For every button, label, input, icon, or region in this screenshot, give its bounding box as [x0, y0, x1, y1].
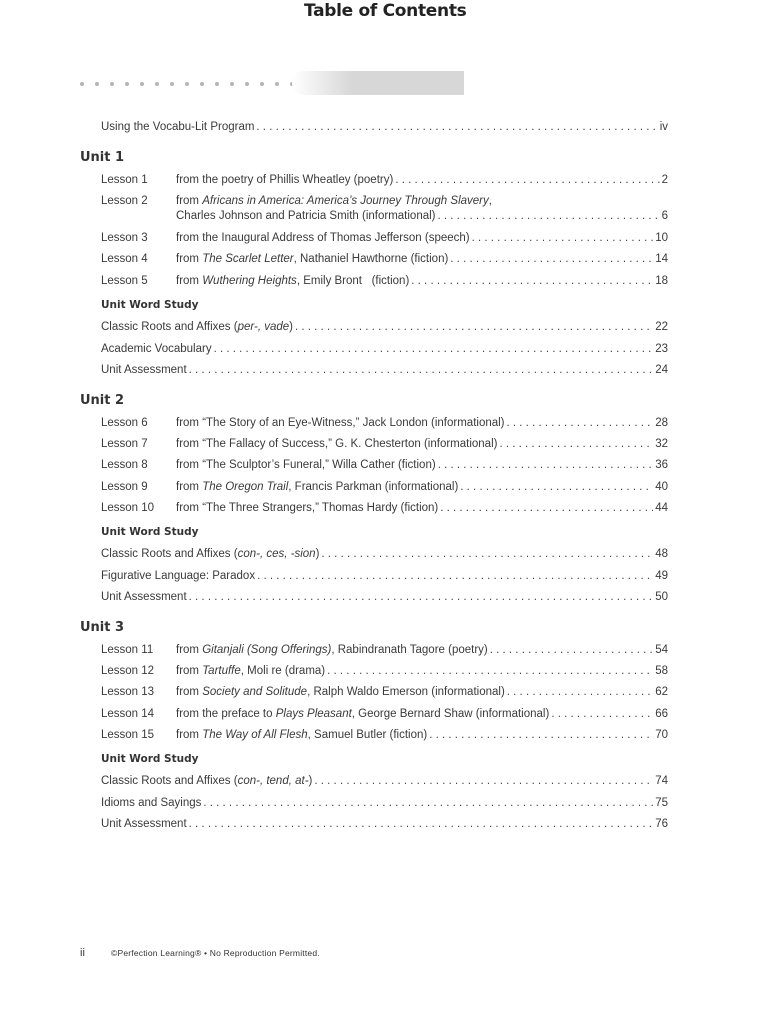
dot-leader — [189, 590, 654, 604]
word-study-entry — [101, 547, 668, 561]
lesson-label: Lesson 11 — [101, 644, 154, 656]
lesson-label: Lesson 14 — [101, 708, 155, 720]
dot-leader — [438, 458, 654, 472]
lesson-page: 28 — [655, 417, 668, 429]
dot-leader — [499, 437, 653, 451]
dot-leader — [257, 569, 653, 583]
dot-leader — [472, 231, 654, 245]
dot-leader — [214, 342, 654, 356]
lesson-entry — [101, 274, 668, 288]
entry-text: Idioms and Sayings — [101, 797, 202, 809]
lesson-page: 58 — [655, 665, 668, 677]
lesson-page: 44 — [655, 502, 668, 514]
dot-leader — [327, 664, 653, 678]
lesson-page: 10 — [655, 232, 668, 244]
lesson-label: Lesson 10 — [101, 502, 155, 514]
lesson-label: Lesson 1 — [101, 174, 148, 186]
title-highlight — [292, 71, 464, 95]
dot-leader — [395, 173, 659, 187]
lesson-page: 70 — [655, 729, 668, 741]
entry-text: Classic Roots and Affixes (per-, vade) — [101, 321, 293, 333]
dot-leader — [203, 796, 653, 810]
lesson-label: Lesson 12 — [101, 665, 155, 677]
lesson-title: from the preface to Plays Pleasant, George Bernard Shaw (informational) — [176, 708, 550, 720]
decorative-dots — [80, 82, 309, 86]
lesson-label: Lesson 6 — [101, 417, 148, 429]
lesson-page: 66 — [655, 708, 668, 720]
lesson-label: Lesson 9 — [101, 481, 148, 493]
unit-heading: Unit 3 — [80, 620, 125, 635]
lesson-title: from “The Sculptor’s Funeral,” Willa Cather (fiction) — [176, 459, 436, 471]
lesson-page: 40 — [655, 481, 668, 493]
unit-heading: Unit 2 — [80, 393, 125, 408]
lesson-entry — [101, 252, 668, 266]
dot-leader — [189, 363, 654, 377]
word-study-entry — [101, 320, 668, 334]
lesson-page: 32 — [655, 438, 668, 450]
page-title: Table of Contents — [304, 1, 467, 21]
dot-leader — [460, 480, 653, 494]
lesson-title: from the poetry of Phillis Wheatley (poetry) — [176, 174, 394, 186]
entry-text: Unit Assessment — [101, 364, 187, 376]
entry-page: 50 — [655, 591, 668, 603]
entry-text: Classic Roots and Affixes (con-, ces, -sion) — [101, 548, 320, 560]
word-study-heading: Unit Word Study — [101, 526, 199, 538]
lesson-entry — [101, 664, 668, 678]
lesson-title: from “The Fallacy of Success,” G. K. Chesterton (informational) — [176, 438, 498, 450]
entry-page: 23 — [655, 343, 668, 355]
lesson-title: from “The Story of an Eye-Witness,” Jack London (informational) — [176, 417, 505, 429]
lesson-entry — [101, 728, 668, 742]
dot-leader — [295, 320, 653, 334]
word-study-entry — [101, 817, 668, 831]
entry-text: Classic Roots and Affixes (con-, tend, at-) — [101, 775, 313, 787]
word-study-heading: Unit Word Study — [101, 299, 199, 311]
lesson-title: from “The Three Strangers,” Thomas Hardy (fiction) — [176, 502, 439, 514]
lesson-entry — [101, 501, 668, 515]
dot-leader — [189, 817, 654, 831]
lesson-title: from The Scarlet Letter, Nathaniel Hawthorne (fiction) — [176, 253, 449, 265]
dot-leader — [411, 274, 653, 288]
lesson-title: from Tartuffe, Moli re (drama) — [176, 665, 326, 677]
dot-leader — [429, 728, 653, 742]
lesson-label: Lesson 5 — [101, 275, 148, 287]
entry-text: Unit Assessment — [101, 818, 187, 830]
dot-leader — [551, 707, 653, 721]
lesson-label: Lesson 15 — [101, 729, 155, 741]
word-study-heading: Unit Word Study — [101, 753, 199, 765]
lesson-label: Lesson 7 — [101, 438, 148, 450]
lesson-title-continued: Charles Johnson and Patricia Smith (informational) — [176, 210, 436, 222]
entry-page: 48 — [655, 548, 668, 560]
lesson-entry — [101, 231, 668, 245]
lesson-page: 36 — [655, 459, 668, 471]
word-study-entry — [101, 569, 668, 583]
lesson-entry — [101, 437, 668, 451]
entry-page: 49 — [655, 570, 668, 582]
entry-page: iv — [659, 121, 668, 133]
unit-heading: Unit 1 — [80, 150, 125, 165]
entry-text: Unit Assessment — [101, 591, 187, 603]
lesson-title: from Wuthering Heights, Emily Bront (fiction) — [176, 275, 410, 287]
lesson-title: from The Oregon Trail, Francis Parkman (informational) — [176, 481, 459, 493]
lesson-title: from Africans in America: America’s Journey Through Slavery, — [176, 195, 492, 207]
lesson-label: Lesson 4 — [101, 253, 148, 265]
dot-leader — [314, 774, 653, 788]
entry-text: Figurative Language: Paradox — [101, 570, 256, 582]
lesson-entry — [101, 194, 668, 208]
lesson-page: 6 — [661, 210, 668, 222]
dot-leader — [440, 501, 653, 515]
copyright-notice: ©Perfection Learning® • No Reproduction Permitted. — [111, 948, 320, 958]
word-study-entry — [101, 796, 668, 810]
dot-leader — [490, 643, 653, 657]
dot-leader — [321, 547, 653, 561]
lesson-page: 54 — [655, 644, 668, 656]
entry-page: 74 — [655, 775, 668, 787]
entry-text: Academic Vocabulary — [101, 343, 212, 355]
word-study-entry — [101, 590, 668, 604]
lesson-title: from The Way of All Flesh, Samuel Butler (fiction) — [176, 729, 428, 741]
word-study-entry — [101, 363, 668, 377]
entry-page: 22 — [655, 321, 668, 333]
word-study-entry — [101, 342, 668, 356]
lesson-page: 62 — [655, 686, 668, 698]
lesson-entry — [101, 173, 668, 187]
lesson-label: Lesson 13 — [101, 686, 155, 698]
dot-leader — [256, 120, 657, 134]
lesson-title: from the Inaugural Address of Thomas Jefferson (speech) — [176, 232, 470, 244]
dot-leader — [507, 685, 653, 699]
lesson-entry — [101, 480, 668, 494]
lesson-title: from Gitanjali (Song Offerings), Rabindranath Tagore (poetry) — [176, 644, 488, 656]
lesson-label: Lesson 3 — [101, 232, 148, 244]
lesson-entry — [101, 685, 668, 699]
lesson-label: Lesson 2 — [101, 195, 148, 207]
lesson-entry — [101, 416, 668, 430]
dot-leader — [450, 252, 653, 266]
lesson-page: 18 — [655, 275, 668, 287]
lesson-title: from Society and Solitude, Ralph Waldo Emerson (informational) — [176, 686, 505, 698]
lesson-label: Lesson 8 — [101, 459, 148, 471]
entry-text: Using the Vocabu-Lit Program — [101, 121, 255, 133]
lesson-entry — [101, 707, 668, 721]
entry-page: 76 — [655, 818, 668, 830]
entry-page: 75 — [655, 797, 668, 809]
lesson-entry — [101, 458, 668, 472]
lesson-entry-continued — [176, 209, 668, 223]
toc-entry-intro — [101, 120, 668, 134]
word-study-entry — [101, 774, 668, 788]
lesson-page: 14 — [655, 253, 668, 265]
dot-leader — [438, 209, 660, 223]
entry-page: 24 — [655, 364, 668, 376]
lesson-entry — [101, 643, 668, 657]
lesson-page: 2 — [661, 174, 668, 186]
page-number: ii — [80, 947, 85, 959]
dot-leader — [507, 416, 654, 430]
